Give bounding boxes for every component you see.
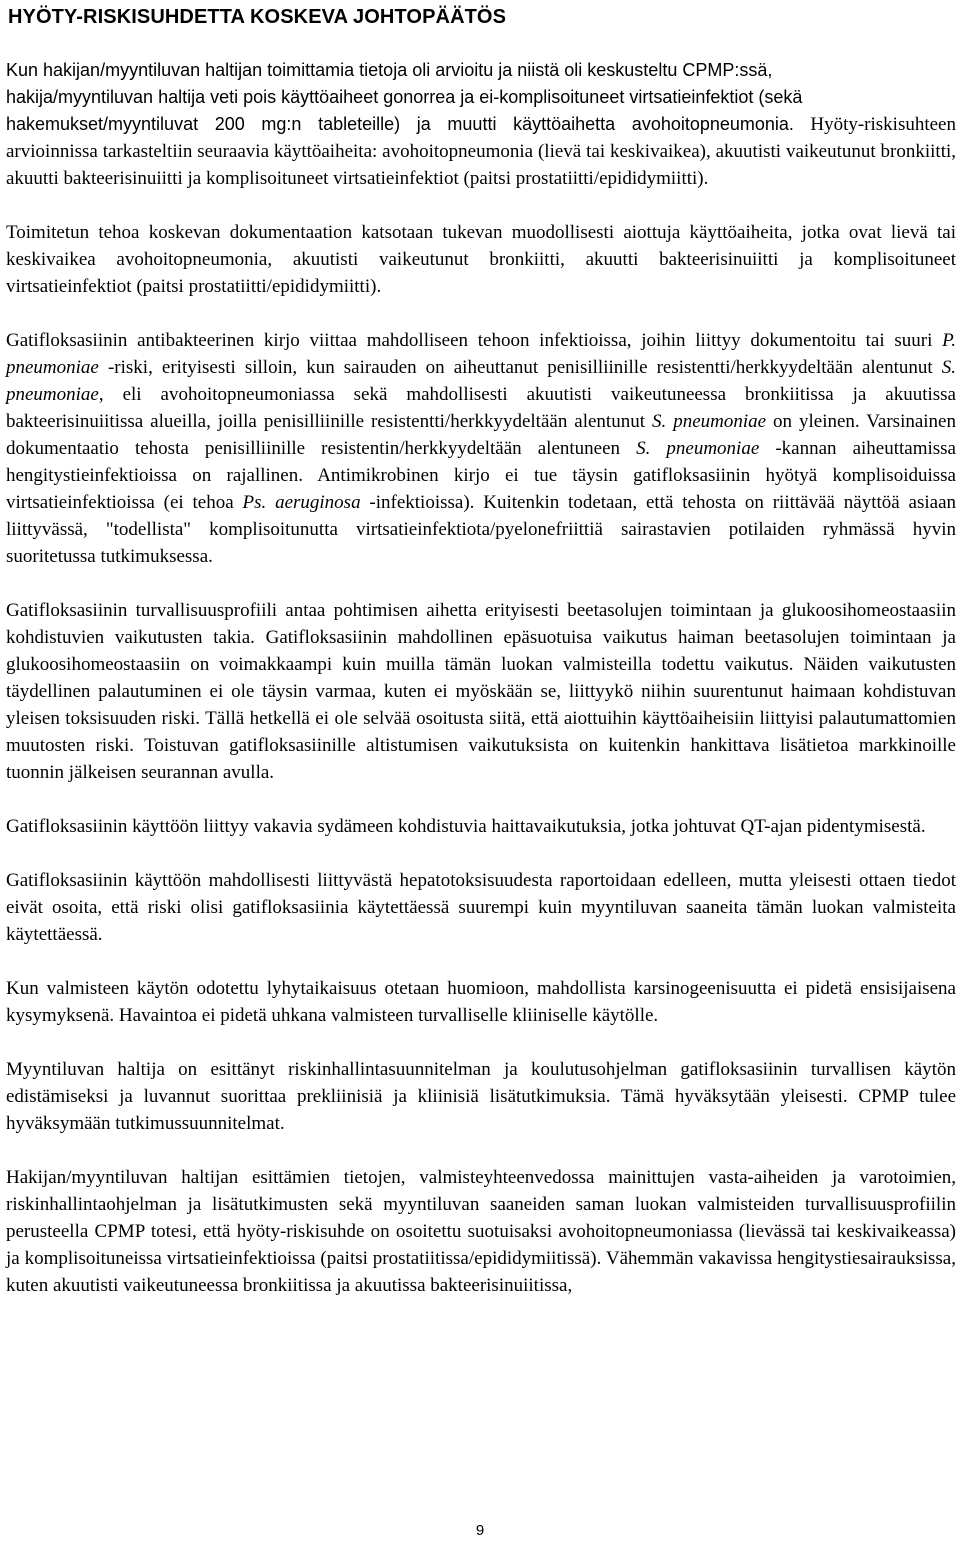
species-name: S. pneumoniae bbox=[636, 438, 760, 459]
paragraph-6: Gatifloksasiinin käyttöön mahdollisesti liittyvästä hepatotoksisuudesta raportoidaan edelleen, mutta yleisesti ottaen tiedot eivät osoita, että riski olisi gatifloksasiinia käytettäessä suurempi kuin myyntiluvan saaneita tämän luokan valmisteita käytettäessä. bbox=[6, 870, 956, 945]
paragraph-7: Kun valmisteen käytön odotettu lyhytaikaisuus otetaan huomioon, mahdollista karsinogeenisuutta ei pidetä ensisijaisena kysymyksenä. Havaintoa ei pidetä uhkana valmisteen turvalliselle kliiniselle käytölle. bbox=[6, 978, 956, 1026]
text-run: on yleinen. Varsinainen dokumentaatio tehosta penisilliinille resistentin/herkkyydeltään alentuneen bbox=[6, 411, 956, 459]
text-run: -riski, erityisesti silloin, kun sairauden on aiheuttanut penisilliinille resistentti/herkkyydeltään alentunut bbox=[98, 357, 942, 378]
species-name: Ps. aeruginosa bbox=[242, 492, 361, 513]
paragraph-3 bbox=[6, 327, 956, 570]
species-name: S. pneumoniae bbox=[6, 357, 956, 405]
paragraph-4: Gatifloksasiinin turvallisuusprofiili antaa pohtimisen aihetta erityisesti beetasolujen toimintaan ja glukoosihomeostaasiin kohdistuvien vaikutusten takia. Gatifloksasiinin mahdollinen epäsuotuisa vaikutus haiman beetasolujen toimintaan ja glukoosihomeostaasiin on voimakkaampi kuin muilla tämän luokan valmisteilla todettu vaikutus. Näiden vaikutusten täydellinen palautuminen ei ole täysin varmaa, kuten ei myöskään se, liittyykö niihin suurentunut haimaan kohdistuvan yleisen toksisuuden riski. Tällä hetkellä ei ole selvää osoitusta siitä, että aiottuihin käyttöaiheisiin liittyisi palautumattomien muutosten riski. Toistuvan gatifloksasiinille altistumisen vaikutuksista on kuitenkin hankittava lisätietoa markkinoille tuonnin jälkeisen seurannan avulla. bbox=[6, 600, 956, 783]
species-name: S. pneumoniae bbox=[651, 411, 767, 432]
paragraph-8: Myyntiluvan haltija on esittänyt riskinhallintasuunnitelman ja koulutusohjelman gatifloksasiinin turvallisen käytön edistämiseksi ja luvannut suorittaa prekliinisiä ja kliinisiä lisätutkimuksia. Tämä hyväksytään yleisesti. CPMP tulee hyväksymään tutkimussuunnitelmat. bbox=[6, 1059, 956, 1134]
text-run: -kannan aiheuttamissa hengitystieinfektioissa on rajallinen. Antimikrobinen kirjo ei tue täysin gatifloksasiinin hyötyä komplisoiduissa virtsatieinfektioissa (ei tehoa bbox=[6, 438, 956, 513]
paragraph-1-rest: Hyöty-riskisuhteen arvioinnissa tarkasteltiin seuraavia käyttöaiheita: avohoitopneumonia (lievä tai keskivaikea), akuutisti vaikeutunut bronkiitti, akuutti bakteerisinuiitti ja komplisoituneet virtsatieinfektiot (paitsi prostatiitti/epididymiitti). bbox=[6, 114, 956, 189]
page-number: 9 bbox=[475, 1522, 485, 1539]
paragraph-1-line-2: hakija/myyntiluvan haltija veti pois käyttöaiheet gonorrea ja ei-komplisoituneet virtsatieinfektiot (sekä bbox=[6, 87, 803, 107]
species-name: P. pneumoniae bbox=[6, 330, 956, 378]
paragraph-1-line-3: hakemukset/myyntiluvat 200 mg:n tableteille) ja muutti käyttöaihetta avohoitopneumonia. bbox=[6, 114, 794, 134]
paragraph-2: Toimitetun tehoa koskevan dokumentaation katsotaan tukevan muodollisesti aiottuja käyttöaiheita, jotka ovat lievä tai keskivaikea avohoitopneumonia, akuutisti vaikeutunut bronkiitti, akuutti bakteerisinuiitti ja komplisoituneet virtsatieinfektiot (paitsi prostatiitti/epididymiitti). bbox=[6, 222, 956, 297]
paragraph-1-line-1: Kun hakijan/myyntiluvan haltijan toimittamia tietoja oli arvioitu ja niistä oli keskusteltu CPMP:ssä, bbox=[6, 60, 773, 80]
paragraph-1 bbox=[6, 57, 956, 192]
paragraph-5: Gatifloksasiinin käyttöön liittyy vakavia sydämeen kohdistuvia haittavaikutuksia, jotka johtuvat QT-ajan pidentymisestä. bbox=[6, 816, 926, 837]
text-run: , eli avohoitopneumoniassa sekä mahdollisesti akuutisti vaikeutuneessa bronkiitissa ja akuutissa bakteerisinuiitissa alueilla, joilla penisilliinille resistentti/herkkyydeltään alentunut bbox=[6, 384, 956, 432]
document-page bbox=[6, 0, 956, 1299]
text-run: Gatifloksasiinin antibakteerinen kirjo viittaa mahdolliseen tehoon infektioissa, joihin liittyy dokumentoitu tai suuri bbox=[6, 330, 943, 351]
section-heading: HYÖTY-RISKISUHDETTA KOSKEVA JOHTOPÄÄTÖS bbox=[8, 6, 507, 28]
text-run: -infektioissa). Kuitenkin todetaan, että tehosta on riittävää näyttöä asiaan liittyvässä, "todellista" komplisoitunutta virtsatieinfektiota/pyelonefriittiä sairastavien potilaiden ryhmässä hyvin suoritetussa tutkimuksessa. bbox=[6, 492, 957, 567]
paragraph-9: Hakijan/myyntiluvan haltijan esittämien tietojen, valmisteyhteenvedossa mainittujen vasta-aiheiden ja varotoimien, riskinhallintaohjelman ja lisätutkimusten sekä myyntiluvan saaneiden saman luokan valmisteiden turvallisuusprofiilin perusteella CPMP totesi, että hyöty-riskisuhde on osoitettu suotuisaksi avohoitopneumoniassa (lievässä tai keskivaikeassa) ja komplisoituneissa virtsatieinfektioissa (paitsi prostatiitissa/epididymiitissä). Vähemmän vakavissa hengitystiesairauksissa, kuten akuutisti vaikeutuneessa bronkiitissa ja akuutissa bakteerisinuiitissa, bbox=[6, 1167, 956, 1296]
